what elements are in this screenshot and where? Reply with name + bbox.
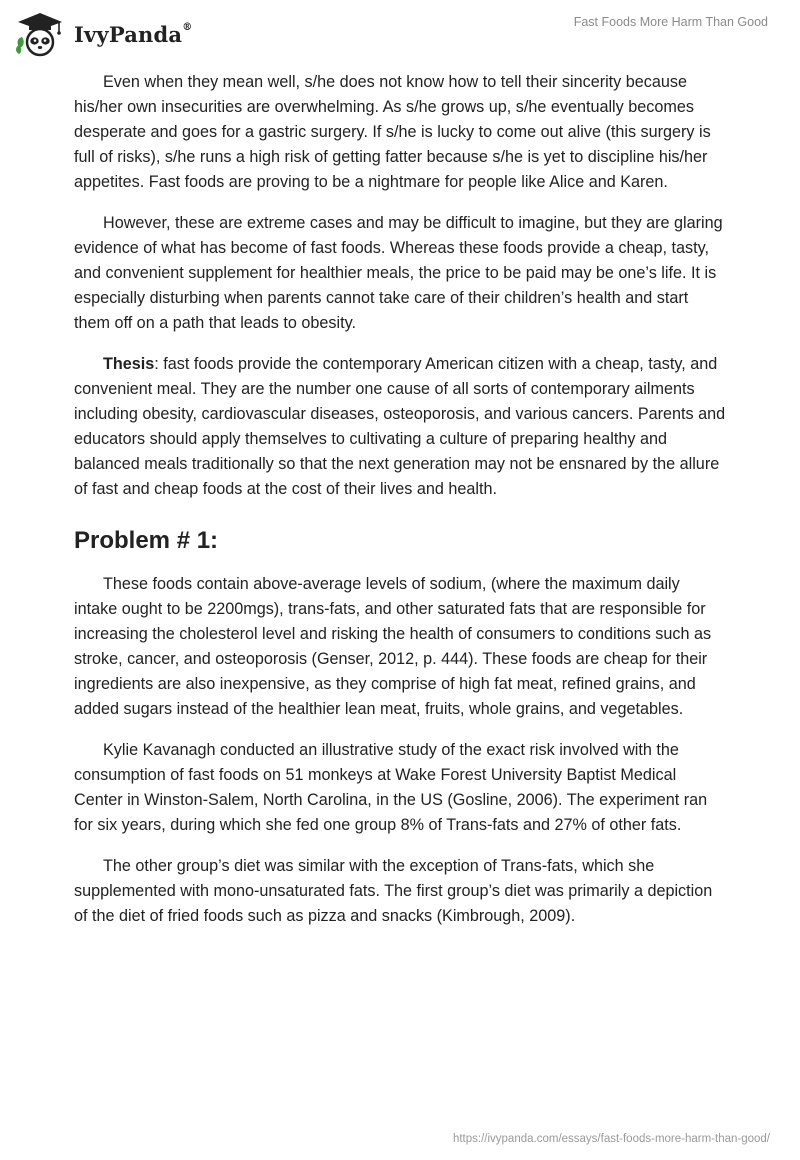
thesis-text: : fast foods provide the contemporary American citizen with a cheap, tasty, and convenient meal. They are the number one cause of all sorts of contemporary ailments including obesity, cardiovascular diseases, osteoporosis, and various cancers. Parents and educators should apply themselves to cultivating a culture of preparing healthy and balanced meals traditionally so that the next generation may not be ensnared by the allure of fast and cheap foods at the cost of their lives and health. xyxy=(74,355,726,498)
thesis-paragraph xyxy=(74,352,726,502)
thesis-label: Thesis xyxy=(103,355,155,373)
page-header xyxy=(0,0,800,64)
paragraph-2: However, these are extreme cases and may be difficult to imagine, but they are glaring evidence of what has become of fast foods. Whereas these foods provide a cheap, tasty, and convenient supplement for healthier meals, the price to be paid may be one’s life. It is especially disturbing when parents cannot take care of their children’s health and start them off on a path that leads to obesity. xyxy=(74,214,723,332)
paragraph-6: The other group’s diet was similar with the exception of Trans-fats, which she supplemented with mono-unsaturated fats. The first group’s diet was primarily a depiction of the diet of fried foods such as pizza and snacks (Kimbrough, 2009). xyxy=(74,857,713,925)
paragraph-4: These foods contain above-average levels of sodium, (where the maximum daily intake ought to be 2200mgs), trans-fats, and other saturated fats that are responsible for increasing the cholesterol level and risking the health of consumers to conditions such as stroke, cancer, and osteoporosis (Genser, 2012, p. 444). These foods are cheap for their ingredients are also inexpensive, as they comprise of high fat meat, refined grains, and added sugars instead of the healthier lean meat, fruits, whole grains, and vegetables. xyxy=(74,575,712,718)
brand-name: IvyPanda® xyxy=(74,21,193,47)
paragraph-1: Even when they mean well, s/he does not know how to tell their sincerity because his/her own insecurities are overwhelming. As s/he grows up, s/he eventually becomes desperate and goes for a gastric surgery. If s/he is lucky to come out alive (this surgery is full of risks), s/he runs a high risk of getting fatter because s/he is yet to discipline his/her appetites. Fast foods are proving to be a nightmare for people like Alice and Karen. xyxy=(74,73,711,191)
registered-mark: ® xyxy=(182,21,193,33)
panda-graduate-icon xyxy=(14,10,66,58)
paragraph-5: Kylie Kavanagh conducted an illustrative study of the exact risk involved with the consumption of fast foods on 51 monkeys at Wake Forest University Baptist Medical Center in Winston-Salem, North Carolina, in the US (Gosline, 2006). The experiment ran for six years, during which she fed one group 8% of Trans-fats and 27% of other fats. xyxy=(74,741,708,834)
section-heading: Problem # 1: xyxy=(74,527,219,554)
document-title: Fast Foods More Harm Than Good xyxy=(573,15,768,29)
essay-body xyxy=(74,70,726,945)
ivypanda-logo[interactable] xyxy=(14,10,192,58)
source-url[interactable]: https://ivypanda.com/essays/fast-foods-more-harm-than-good/ xyxy=(452,1133,770,1145)
